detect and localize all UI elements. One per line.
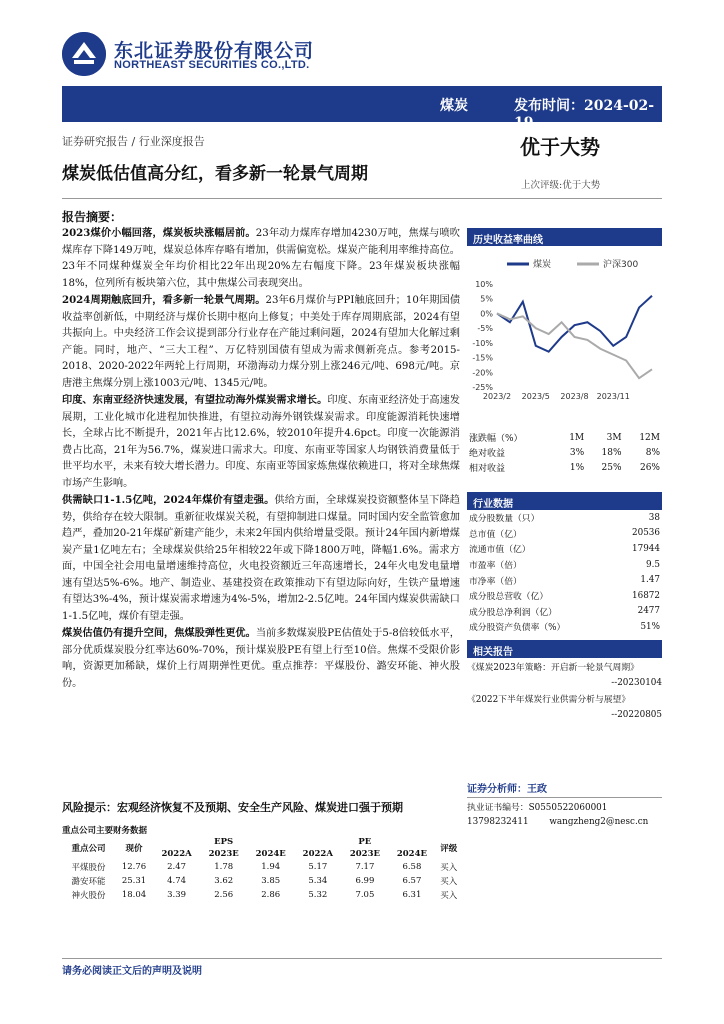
y-tick-label: -15% xyxy=(472,353,493,363)
rating: 优于大势 xyxy=(520,135,600,159)
summary-lead: 2023煤价小幅回落，煤炭板块涨幅居前。 xyxy=(62,227,256,239)
perf-table xyxy=(467,430,662,475)
table-row xyxy=(467,588,662,604)
breadcrumb: 证券研究报告 / 行业深度报告 xyxy=(62,135,205,148)
summary-text: 23年6月煤价与PPI触底回升；10年期国债收益率创新低，中期经济与煤价长期中枢向上修复；中美处于库存周期底部，2024有望共振向上。中央经济工作会议提到部分行业存在产能过剩问题，2024有望加大化解过剩产能。同时，地产、“三大工程”、万亿特别国债有望成为需求侧新亮点。参考2015-2018、2020-2022年两轮上行周期，环渤海动力煤分别上涨246元/吨、698元/吨。京唐港主焦煤分别上涨1003元/吨、1345元/吨。 xyxy=(62,295,461,389)
company-name: 东北证券股份有限公司 xyxy=(114,40,315,62)
summary-lead: 印度、东南亚经济快速发展，有望拉动海外煤炭需求增长。 xyxy=(62,394,328,406)
summary-lead: 煤炭估值仍有提升空间，焦煤股弹性更优。 xyxy=(62,627,256,639)
table-header-cell: 1M xyxy=(569,432,585,443)
summary-text: 印度、东南亚经济处于高速发展期，工业化城市化进程加快推进，有望拉动海外钢铁煤炭需求。印度能源消耗快速增长，全球占比不断提升，2021年占比12.6%，较2010年提升4.6pct。印度一次能源消费占比高，21年为56.7%，煤炭进口需求大。印度、东南亚等国家人均钢铁消费量低于世平均水平，未来有较大增长潜力。印度、东南亚等国家炼焦煤依赖进口，将对全球焦煤市场产生影响。 xyxy=(62,395,460,489)
table-cell: 7.05 xyxy=(355,890,375,900)
table-cell: 买入 xyxy=(440,877,458,887)
footer-divider xyxy=(62,958,662,959)
table-cell: 6.58 xyxy=(402,862,422,872)
table-header-cell: 3M xyxy=(606,432,622,443)
footer-note: 请务必阅读正文后的声明及说明 xyxy=(62,966,202,977)
table-cell: 16872 xyxy=(632,590,660,601)
summary-paragraph xyxy=(62,392,460,492)
table-cell: 38 xyxy=(648,512,660,523)
table-cell: 成分股数量（只） xyxy=(469,514,540,525)
y-tick-label: 5% xyxy=(480,294,493,304)
table-cell: 成分股资产负债率（%） xyxy=(469,623,566,634)
table-row xyxy=(467,604,662,620)
table-cell: 平煤股份 xyxy=(71,863,106,873)
publish-date: 发布时间：2024-02-19 xyxy=(514,98,655,131)
analyst-contact xyxy=(467,815,662,829)
reports-list xyxy=(467,657,662,724)
summary-paragraph xyxy=(62,492,460,625)
table-row xyxy=(62,874,462,888)
table-row xyxy=(467,619,662,635)
table-cell: 4.74 xyxy=(167,876,187,886)
table-header-cell: 2024E xyxy=(396,849,427,859)
table-cell: 2.86 xyxy=(261,890,281,900)
summary-paragraph xyxy=(62,625,460,692)
legend-label: 沪深300 xyxy=(603,260,639,270)
table-cell: 神火股份 xyxy=(71,891,106,901)
table-cell: 2477 xyxy=(637,606,660,617)
table-cell: 2.56 xyxy=(214,890,234,900)
table-header-cell: 涨跌幅（%） xyxy=(469,434,523,444)
page-title: 煤炭低估值高分红，看多新一轮景气周期 xyxy=(62,164,368,184)
table-cell: 相对收益 xyxy=(469,464,506,474)
report-link[interactable]: 《煤炭2023年策略：开启新一轮景气周期》 xyxy=(467,663,639,673)
series-line xyxy=(497,313,652,378)
table-cell: 12.76 xyxy=(121,862,147,872)
stock-table xyxy=(62,836,462,902)
table-cell: 18.04 xyxy=(121,890,147,900)
y-tick-label: 10% xyxy=(475,280,493,289)
table-cell: 6.99 xyxy=(355,876,375,886)
x-tick-label: 2023/8 xyxy=(560,392,589,401)
table-header-cell: 2023E xyxy=(349,849,380,859)
table-cell: 2.47 xyxy=(167,862,187,872)
table-row xyxy=(62,888,462,902)
company-logo xyxy=(62,32,106,76)
table-header-row xyxy=(467,430,662,445)
table-header-cell: PE xyxy=(358,837,372,847)
summary-lead: 2024周期触底回升，看多新一轮景气周期。 xyxy=(62,294,266,306)
x-tick-label: 2023/2 xyxy=(482,392,512,401)
series-line xyxy=(497,296,652,352)
table-cell: 成分股总净利润（亿） xyxy=(469,607,557,618)
report-date: --20230104 xyxy=(611,678,662,688)
table-cell: 20536 xyxy=(632,528,660,539)
table-cell: 买入 xyxy=(440,863,458,873)
table-cell: 5.34 xyxy=(308,876,328,886)
table-cell: 1.47 xyxy=(640,575,660,586)
table-cell: 5.17 xyxy=(308,862,328,872)
header-banner xyxy=(62,86,662,131)
y-tick-label: -25% xyxy=(472,383,493,392)
table-cell: 7.17 xyxy=(355,862,375,872)
table-cell: 1.78 xyxy=(214,862,234,872)
table-header-cell: 2022A xyxy=(302,849,333,859)
previous-rating: 上次评级:优于大势 xyxy=(521,180,601,191)
analyst-box xyxy=(467,783,662,829)
table-cell: 3% xyxy=(569,447,585,458)
table-cell: 流通市值（亿） xyxy=(469,545,531,556)
y-tick-label: 0% xyxy=(480,309,493,319)
table-header-row xyxy=(62,836,462,848)
summary-text: 23年动力煤库存增加4230万吨，焦煤与喷吹煤库存下降149万吨，煤炭总体库存略有增加，供需偏宽松。煤炭产能利用率维持高位。23年不同煤种煤炭全年均价相比22年出现20%左右幅度下降。23年煤炭板块涨幅18%，位列所有板块第六位，其中焦煤公司表现突出。 xyxy=(62,228,460,289)
perf-chart xyxy=(467,252,662,412)
table-header-cell: 2023E xyxy=(208,849,239,859)
market-table xyxy=(467,510,662,635)
table-cell: 市盈率（倍） xyxy=(469,561,522,572)
risk-notice: 风险提示：宏观经济恢复不及预期、安全生产风险、煤炭进口强于预期 xyxy=(62,801,403,814)
x-tick-label: 2023/5 xyxy=(521,392,550,401)
table-cell: 18% xyxy=(601,447,622,458)
table-cell: 9.5 xyxy=(646,559,660,570)
table-cell: 市净率（倍） xyxy=(469,576,522,587)
analyst-cert: 执业证书编号：S0550522060001 xyxy=(467,803,608,813)
report-date: --20220805 xyxy=(611,710,662,720)
industry-label: 煤炭 xyxy=(440,98,468,114)
y-tick-label: -20% xyxy=(472,368,493,378)
table-cell: 51% xyxy=(640,621,660,632)
table-cell: 8% xyxy=(645,447,660,458)
reports-section-title: 相关报告 xyxy=(467,640,662,658)
company-name-en: NORTHEAST SECURITIES CO.,LTD. xyxy=(114,59,310,71)
table-cell: 总市值（亿） xyxy=(469,529,522,540)
table-header-cell: EPS xyxy=(214,837,234,847)
table-header-cell: 现价 xyxy=(125,844,143,854)
report-link[interactable]: 《2022下半年煤炭行业供需分析与展望》 xyxy=(467,695,631,705)
table-cell: 6.57 xyxy=(402,876,422,886)
analyst-email[interactable]: wangzheng2@nesc.cn xyxy=(549,817,649,827)
table-cell: 17944 xyxy=(632,543,660,554)
table-cell: 6.31 xyxy=(402,890,422,900)
market-section-title: 行业数据 xyxy=(467,492,662,510)
table-row xyxy=(62,860,462,874)
table-row xyxy=(467,557,662,573)
table-row xyxy=(467,445,662,460)
analyst-name: 证券分析师：王政 xyxy=(467,783,662,798)
table-cell: 3.39 xyxy=(167,890,187,900)
table-row xyxy=(467,526,662,542)
summary-text: 供给方面，全球煤炭投资额整体呈下降趋势，供给存在较大限制。重新征收煤炭关税，有望抑制进口煤量。同时国内安全监管愈加趋严，叠加20-21年煤矿新建产能少，未来2年国内供给增量受限。预计24年国内新增煤炭产量1亿吨左右；全球煤炭供给25年相较22年或下降1800万吨，降幅1.6%。需求方面，中国全社会用电量增速维持高位，火电投资额近三年高速增长，24年火电发电量增速有望达5%-6%。地产、制造业、基建投资在政策推动下有望边际向好，生铁产量增速有望达3%-4%，预计煤炭需求增速为4%-5%，增加2-2.5亿吨。24年国内煤炭供需缺口1-1.5亿吨，煤价有望走强。 xyxy=(62,495,460,622)
table-cell: 5.32 xyxy=(308,890,328,900)
table-cell: 25.31 xyxy=(121,876,147,886)
summary-paragraph xyxy=(62,225,460,292)
summary-heading: 报告摘要： xyxy=(62,210,123,224)
table-cell: 26% xyxy=(639,462,660,473)
table-cell: 25% xyxy=(601,462,622,473)
analyst-phone: 13798232411 xyxy=(467,817,529,827)
y-tick-label: -5% xyxy=(477,324,493,334)
summary-paragraph xyxy=(62,292,460,392)
table-cell: 3.62 xyxy=(214,876,234,886)
table-header-cell: 12M xyxy=(639,432,660,443)
table-cell: 绝对收益 xyxy=(469,449,506,459)
table-header-cell: 2024E xyxy=(255,849,286,859)
table-cell: 3.85 xyxy=(261,876,281,886)
summary-text: 当前多数煤炭股PE估值处于5-8倍较低水平，部分优质煤炭股分红率达60%-70%，预计煤炭股PE有望上行至10倍。焦煤不受限价影响，资源更加稀缺，煤价上行周期弹性更优。重点推荐：平煤股份、潞安环能、神火股份。 xyxy=(62,628,460,689)
table-row xyxy=(467,460,662,475)
table-header-cell: 2022A xyxy=(161,849,192,859)
y-tick-label: -10% xyxy=(472,338,493,348)
table-cell: 成分股总营收（亿） xyxy=(469,592,549,603)
table-cell: 潞安环能 xyxy=(71,877,106,887)
perf-section-title: 历史收益率曲线 xyxy=(467,228,662,246)
table-header-cell: 重点公司 xyxy=(71,844,106,854)
summary-lead: 供需缺口1-1.5亿吨，2024年煤价有望走强。 xyxy=(62,494,275,506)
table-cell: 1.94 xyxy=(261,862,281,872)
divider xyxy=(62,198,662,199)
stock-table-title: 重点公司主要财务数据 xyxy=(62,826,148,836)
table-cell: 买入 xyxy=(440,891,458,901)
table-row xyxy=(467,572,662,588)
table-row xyxy=(467,510,662,526)
table-header-cell: 评级 xyxy=(440,844,458,854)
legend-label: 煤炭 xyxy=(533,260,552,270)
summary-body xyxy=(62,225,460,692)
x-tick-label: 2023/11 xyxy=(596,392,630,401)
table-row xyxy=(467,541,662,557)
table-cell: 1% xyxy=(569,462,585,473)
